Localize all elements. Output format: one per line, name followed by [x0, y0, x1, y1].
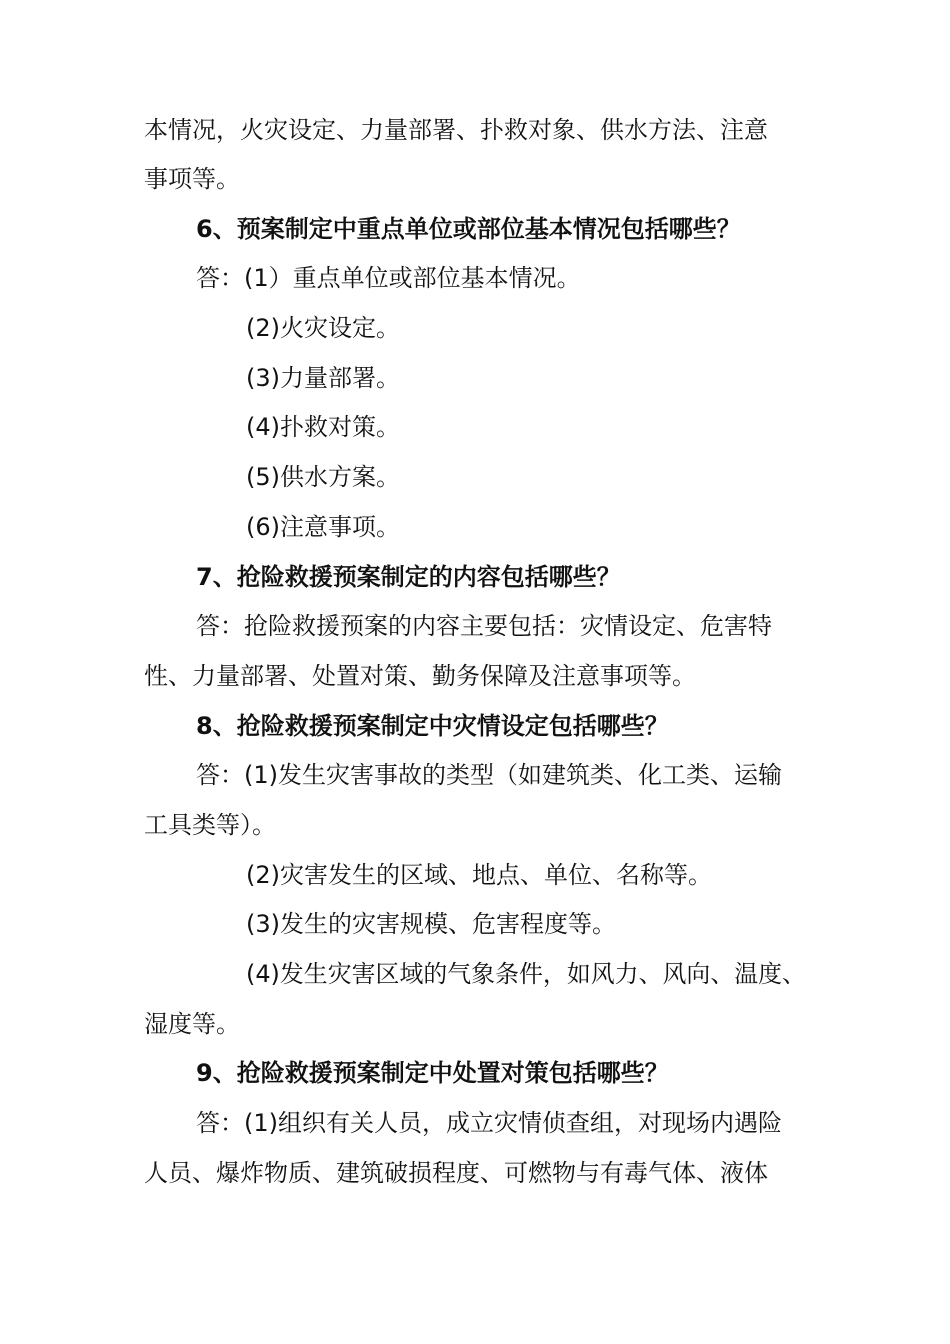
- list-item: (3)发生的灾害规模、危害程度等。: [246, 910, 616, 938]
- list-item: (3)力量部署。: [246, 364, 400, 392]
- answer-line: 答：(1）重点单位或部位基本情况。: [196, 264, 581, 292]
- text-line: 湿度等。: [144, 1010, 240, 1038]
- question-heading: 7、抢险救援预案制定的内容包括哪些？: [196, 563, 621, 591]
- text-line: 性、力量部署、处置对策、勤务保障及注意事项等。: [144, 662, 696, 690]
- text-line: 本情况，火灾设定、力量部署、扑救对象、供水方法、注意: [144, 116, 768, 144]
- list-item: (2)灾害发生的区域、地点、单位、名称等。: [246, 861, 712, 889]
- text-line: 事项等。: [144, 165, 240, 193]
- list-item: (6)注意事项。: [246, 513, 400, 541]
- answer-line: 答：(1)发生灾害事故的类型（如建筑类、化工类、运输: [196, 761, 782, 789]
- question-heading: 6、预案制定中重点单位或部位基本情况包括哪些？: [196, 215, 741, 243]
- text-line: 人员、爆炸物质、建筑破损程度、可燃物与有毒气体、液体: [144, 1159, 768, 1187]
- answer-line: 答：抢险救援预案的内容主要包括：灾情设定、危害特: [196, 612, 772, 640]
- question-heading: 8、抢险救援预案制定中灾情设定包括哪些？: [196, 712, 669, 740]
- list-item: (5)供水方案。: [246, 463, 400, 491]
- answer-line: 答：(1)组织有关人员，成立灾情侦查组，对现场内遇险: [196, 1109, 782, 1137]
- list-item: (4)扑救对策。: [246, 413, 400, 441]
- question-heading: 9、抢险救援预案制定中处置对策包括哪些？: [196, 1059, 669, 1087]
- list-item: (4)发生灾害区域的气象条件，如风力、风向、温度、: [246, 960, 806, 988]
- list-item: (2)火灾设定。: [246, 314, 400, 342]
- text-line: 工具类等）。: [144, 811, 276, 839]
